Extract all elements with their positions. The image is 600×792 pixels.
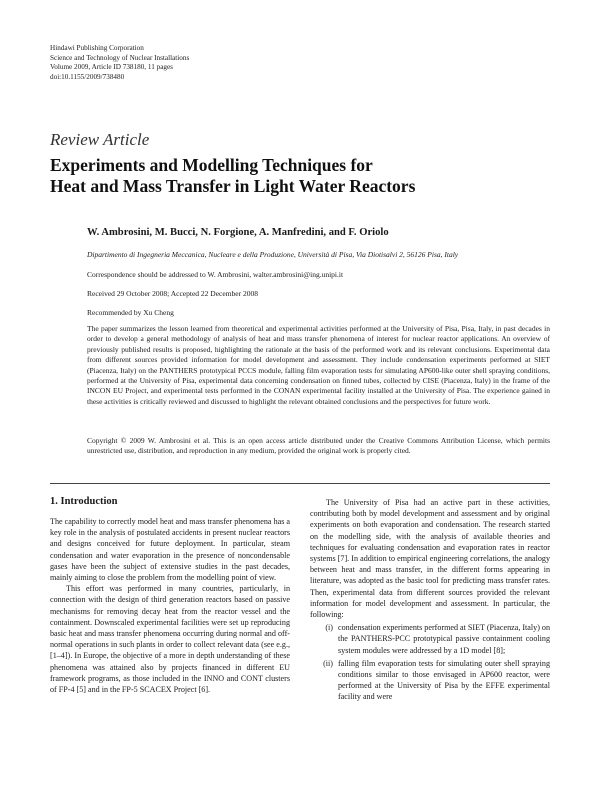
left-column [50, 516, 290, 695]
doi: doi:10.1155/2009/738480 [50, 72, 125, 81]
title-line-1: Experiments and Modelling Techniques for [50, 155, 373, 175]
paragraph: The University of Pisa had an active part in these activities, contributing both by model development and assessment and by original experiments on both evaporation and condensation. The research started on the modelling side, with the analysis of available theories and techniques for evaluating condensation and evaporation rates in reactor systems [7]. In addition to empirical engineering correlations, the analogy between heat and mass transfer, in the different forms appearing in literature, was adopted as the basic tool for predicting mass transfer rates. Then, experimental data from different sources provided the relevant information for model development and assessment. In particular, the following: [310, 498, 550, 620]
paragraph: This effort was performed in many countries, particularly, in connection with the design of third generation reactors based on passive mechanisms for removing decay heat from the reactor vessel and the containment. Downscaled experimental facilities were set up reproducing basic heat and mass transfer phenomena occurring during normal and off-normal operations in such plants in order to collect relevant data (see e.g., [1–4]). In Europe, the objective of a more in depth understanding of these phenomena was attained also by projects financed in different EU framework programs, as those included in the INNO and CONT clusters of FP-4 [5] and in the FP-5 SCACEX Project [6]. [50, 584, 290, 695]
volume-info: Volume 2009, Article ID 738180, 11 pages [50, 63, 173, 72]
right-column [310, 497, 550, 703]
list-item [310, 658, 550, 703]
affiliation: Dipartimento di Ingegneria Meccanica, Nucleare e della Produzione, Università di Pisa, Via Diotisalvi 2, 56126 Pisa, Italy [87, 250, 459, 259]
journal-name: Science and Technology of Nuclear Installations [50, 53, 190, 62]
journal-header [50, 44, 189, 82]
correspondence: Correspondence should be addressed to W. Ambrosini, walter.ambrosini@ing.unipi.it [87, 270, 344, 279]
title-line-2: Heat and Mass Transfer in Light Water Reactors [50, 176, 416, 196]
abstract: The paper summarizes the lesson learned from theoretical and experimental activities performed at the University of Pisa, Pisa, Italy, in past decades in order to develop a general methodology of analysis of heat and mass transfer phenomena of interest for nuclear reactor applications. An overview of previously published results is proposed, highlighting the rationale at the basis of the performed work and its relevant conclusions. Experimental data from different sources provided information for model development and assessment. They include condensation experiments performed at SIET (Piacenza, Italy) on the PANTHERS prototypical PCCS module, falling film evaporation tests for simulating AP600-like outer shell spraying conditions, performed at the University of Pisa, experimental data concerning condensation on finned tubes, collected by CISE (Piacenza, Italy) in the frame of the INCON EU Project, and experimental tests performed in the CONAN experimental facility installed at the University of Pisa. The experience gained in these activities is critically reviewed and discussed to highlight the relevant obtained conclusions and the perspectives for future work. [87, 324, 550, 406]
list-item-text: falling film evaporation tests for simulating outer shell spraying conditions similar to those envisaged in AP600 reactor, were performed at the University of Pisa by the EFFE experimental facility and were [338, 658, 550, 702]
author-list: W. Ambrosini, M. Bucci, N. Forgione, A. Manfredini, and F. Oriolo [87, 227, 389, 238]
list-item [310, 622, 550, 656]
section-divider [50, 483, 550, 484]
list-item-number: (ii) [323, 658, 333, 668]
list-item-text: condensation experiments performed at SIET (Piacenza, Italy) on the PANTHERS-PCC prototypical passive containment cooling system modules were addressed by a 1D model [8]; [338, 623, 551, 655]
received-accepted-dates: Received 29 October 2008; Accepted 22 December 2008 [87, 289, 258, 298]
recommended-by: Recommended by Xu Cheng [87, 308, 174, 317]
publisher-name: Hindawi Publishing Corporation [50, 44, 144, 52]
article-type: Review Article [50, 130, 150, 149]
paper-title [50, 155, 415, 197]
section-heading: 1. Introduction [50, 496, 118, 507]
paragraph: The capability to correctly model heat and mass transfer phenomena has a key role in the analysis of postulated accidents in present nuclear reactors and designs conceived for future deployment. In particular, steam condensation and water evaporation in the presence of noncondensable gases have been the subject of extensive studies in the past decades, mainly aiming to close the problem from the modelling point of view. [50, 517, 290, 583]
copyright-notice: Copyright © 2009 W. Ambrosini et al. This is an open access article distributed under the Creative Commons Attribution License, which permits unrestricted use, distribution, and reproduction in any medium, provided the original work is properly cited. [87, 436, 550, 456]
list-item-number: (i) [325, 623, 333, 633]
